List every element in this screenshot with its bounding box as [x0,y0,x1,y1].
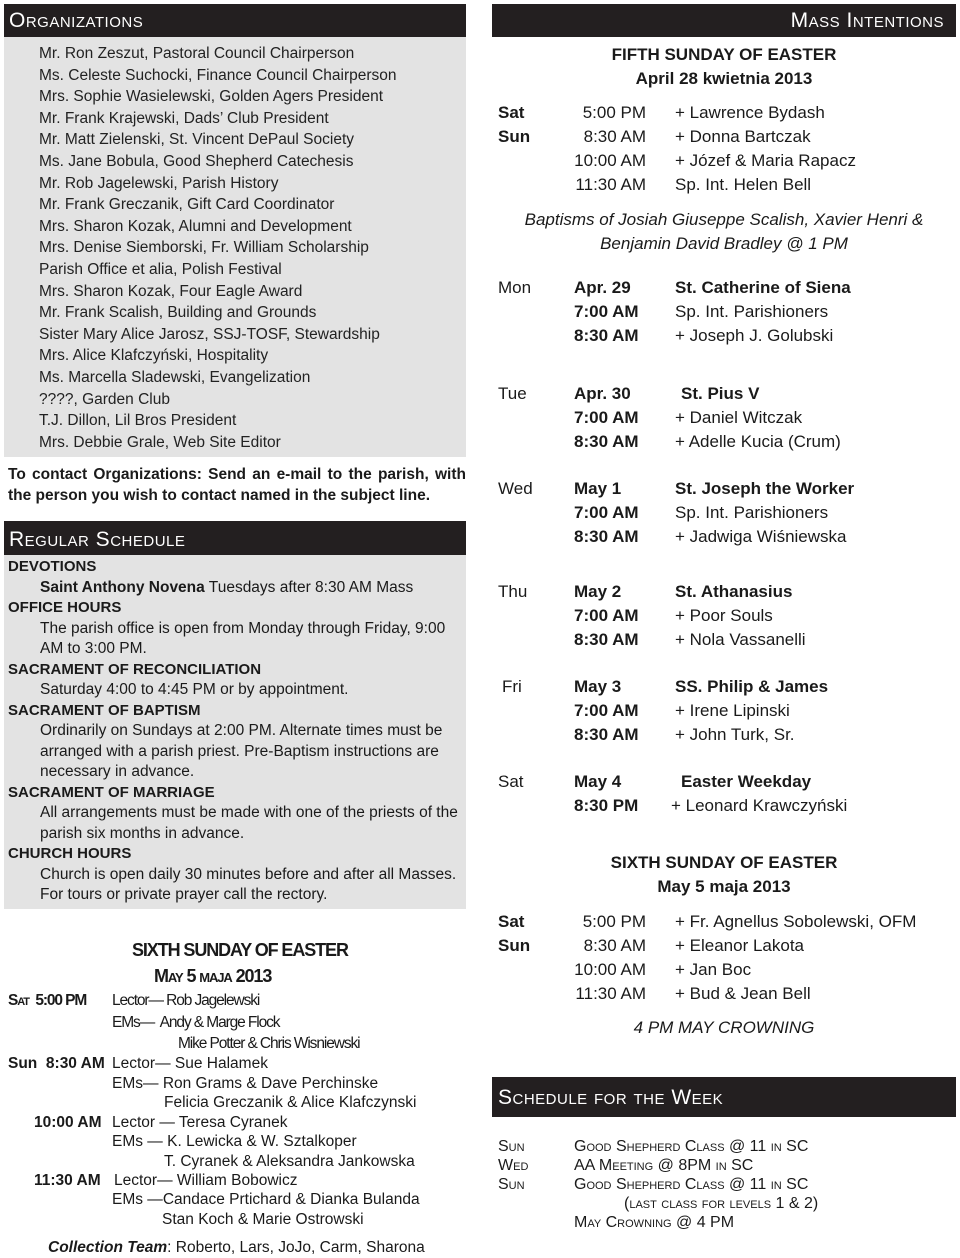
lector-row: Lector— Sue Halamek [112,1055,268,1072]
list-item: Mr. Frank Krajewski, Dads’ Club President [39,109,329,127]
week2-date: May 5 maja 2013 [657,877,791,896]
novena-time: Tuesdays after 8:30 AM Mass [204,578,414,596]
list-item: Mr. Rob Jagelewski, Parish History [39,174,279,192]
weekday-row: Thu May 2 St. Athanasius [498,582,793,601]
reconciliation-heading: SACRAMENT OF RECONCILIATION [8,660,262,678]
collection-label: Collection Team [48,1239,168,1256]
list-item: Mrs. Alice Klafczyński, Hospitality [39,347,269,365]
ministers-date: May 5 maja 2013 [154,966,272,986]
list-item: Mr. Frank Scalish, Building and Grounds [39,304,317,322]
weekday-row: Sat May 4 Easter Weekday [498,772,812,791]
ems-row-cont: Stan Koch & Marie Ostrowski [162,1211,364,1228]
lector-row: Lector — Teresa Cyranek [112,1114,288,1131]
novena-title: Saint Anthony Novena [40,578,205,596]
mass-row: 8:30 AM + Nola Vassanelli [574,630,806,649]
organizations-heading: Organizations [4,4,466,37]
weekday-row: Mon Apr. 29 St. Catherine of Siena [498,278,851,297]
mass-row: Sun 8:30 AM + Eleanor Lakota [498,936,805,955]
list-item: Mrs. Sharon Kozak, Alumni and Development [39,217,352,235]
weekday-row: Wed May 1 St. Joseph the Worker [498,479,855,498]
mass-row: Sat 5:00 PM + Lawrence Bydash [498,103,825,122]
office-hours-heading: OFFICE HOURS [8,599,122,616]
marriage-heading: SACRAMENT OF MARRIAGE [8,783,215,801]
row-time: 11:30 AM [34,1172,101,1189]
mass-row: 11:30 AM + Bud & Jean Bell [575,984,811,1003]
list-item: Mr. Ron Zeszut, Pastoral Council Chairperson [39,45,355,62]
week1-title: FIFTH SUNDAY OF EASTER [611,45,837,64]
list-item: Mrs. Sophie Wasielewski, Golden Agers President [39,88,384,106]
row-time: 10:00 AM [34,1114,102,1131]
list-item: Parish Office et alia, Polish Festival [39,260,282,278]
week-schedule-heading: Schedule for the Week [492,1077,956,1117]
ems-row: EMs —Candace Prtichard & Dianka Bulanda [112,1191,420,1208]
church-hours-text: Church is open daily 30 minutes before and after all Masses. For tours or private prayer call the rectory. [40,865,457,903]
mass-row: 10:00 AM + Jan Boc [574,960,752,979]
mass-intentions-heading: Mass Intentions [492,4,956,37]
mass-row: 7:00 AM + Daniel Witczak [574,408,803,427]
list-item: Ms. Marcella Sladewski, Evangelization [39,368,311,386]
list-item: T.J. Dillon, Lil Bros President [39,412,237,430]
regular-schedule-heading: Regular Schedule [4,521,466,555]
weekday-row: Fri May 3 SS. Philip & James [502,677,829,696]
organizations-list [4,37,466,457]
baptism-text: Ordinarily on Sundays at 2:00 PM. Alternate times must be arranged with a parish priest. Pre-Baptism instructions are necessary in advance. [40,722,443,780]
mass-row: 7:00 AM + Poor Souls [574,606,773,625]
row-day: Sat 5:00 PM [8,992,87,1009]
ministers-title: SIXTH SUNDAY OF EASTER [132,940,348,960]
lector-row: Lector— Rob Jagelewski [112,992,260,1009]
mass-row: Sun 8:30 AM + Donna Bartczak [498,127,811,146]
office-hours-text: The parish office is open from Monday through Friday, 9:00 AM to 3:00 PM. [40,619,446,657]
row-day: Sun 8:30 AM [8,1055,105,1072]
list-item: Ms. Celeste Suchocki, Finance Council Chairperson [39,66,397,84]
ems-row: EMs — K. Lewicka & W. Sztalkoper [112,1133,357,1150]
mass-row: 7:00 AM + Irene Lipinski [574,701,790,720]
collection-team [48,1239,425,1257]
may-crowning-note: 4 PM MAY CROWNING [633,1018,815,1037]
list-item: ????, Garden Club [39,390,170,408]
reconciliation-text: Saturday 4:00 to 4:45 PM or by appointment. [40,681,349,698]
devotions-text [8,578,460,599]
ministers-schedule [4,938,466,1256]
list-item: Mrs. Debbie Grale, Web Site Editor [39,433,281,451]
week1-date: April 28 kwietnia 2013 [635,69,813,88]
mass-row: 8:30 AM + Jadwiga Wiśniewska [574,527,847,546]
weekday-row: Tue Apr. 30 St. Pius V [498,384,760,403]
marriage-text: All arrangements must be made with one of the priests of the parish six months in advance. [40,804,458,842]
mass-row: 8:30 PM + Leonard Krawczyński [574,796,848,815]
list-item: Ms. Jane Bobula, Good Shepherd Catechesis [39,152,354,170]
collection-names: : Roberto, Lars, JoJo, Carm, Sharona [167,1239,425,1256]
mass-row: 8:30 AM + Joseph J. Golubski [574,326,834,345]
ems-row-cont: T. Cyranek & Aleksandra Jankowska [164,1153,415,1170]
mass-row: 8:30 AM + John Turk, Sr. [574,725,795,744]
list-item: Mrs. Denise Siemborski, Fr. William Scholarship [39,239,369,257]
devotions-heading: DEVOTIONS [8,558,97,575]
mass-row: 7:00 AM Sp. Int. Parishioners [574,302,829,321]
mass-row: 10:00 AM + Józef & Maria Rapacz [574,151,856,170]
list-item: Mr. Matt Zielenski, St. Vincent DePaul Society [39,131,355,149]
mass-row: 7:00 AM Sp. Int. Parishioners [574,503,829,522]
ems-row-cont: Felicia Greczanik & Alice Klafczynski [164,1094,417,1111]
baptism-heading: SACRAMENT OF BAPTISM [8,701,201,719]
mass-row: Sat 5:00 PM + Fr. Agnellus Sobolewski, OFM [498,912,917,931]
church-hours-heading: CHURCH HOURS [8,845,132,862]
mass-row: 11:30 AM Sp. Int. Helen Bell [575,175,812,194]
list-item: Mrs. Sharon Kozak, Four Eagle Award [39,282,303,300]
ems-row: EMs— Andy & Marge Flock [112,1014,280,1031]
regular-schedule-body [4,555,466,909]
week2-title: SIXTH SUNDAY OF EASTER [610,853,838,872]
mass-row: 8:30 AM + Adelle Kucia (Crum) [574,432,841,451]
ems-row: EMs— Ron Grams & Dave Perchinske [112,1075,379,1092]
ems-row-cont: Mike Potter & Chris Wisniewski [178,1035,360,1052]
baptisms-note: Baptisms of Josiah Giuseppe Scalish, Xavier Henri & Benjamin David Bradley @ 1 PM [524,210,924,253]
contact-note: To contact Organizations: Send an e-mail to the parish, with the person you wish to contact named in the subject line. [8,466,466,504]
list-item: Mr. Frank Greczanik, Gift Card Coordinator [39,196,335,214]
lector-row: Lector— William Bobowicz [114,1172,298,1189]
list-item: Sister Mary Alice Jarosz, SSJ-TOSF, Stewardship [39,325,380,343]
